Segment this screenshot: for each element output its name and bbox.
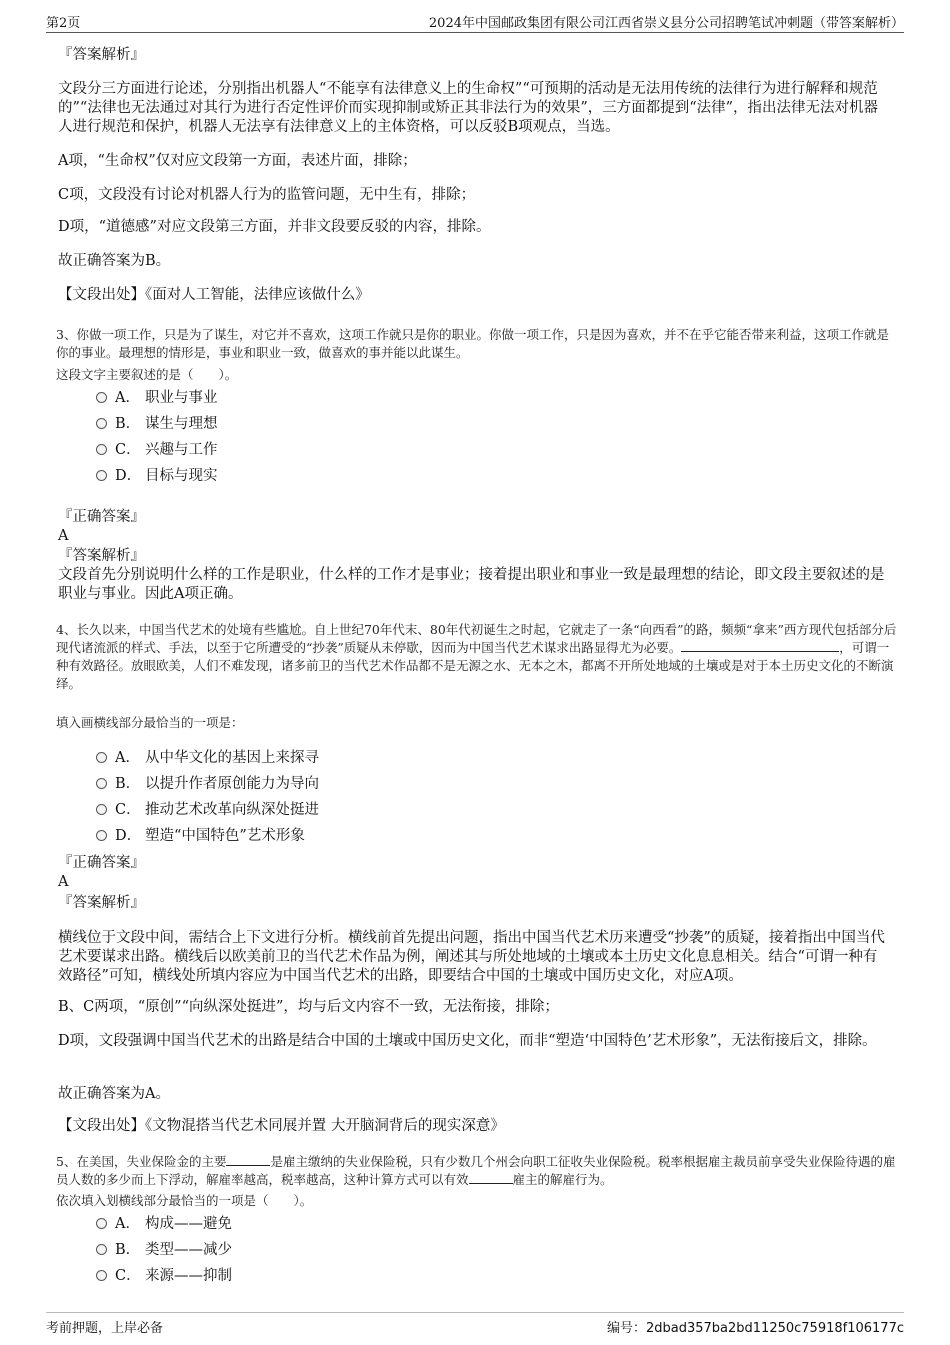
radio-icon[interactable] bbox=[96, 418, 107, 429]
radio-icon[interactable] bbox=[96, 1244, 107, 1255]
fill-blank bbox=[226, 1153, 270, 1166]
q3-option-b[interactable]: B． 谋生与理想 bbox=[96, 414, 218, 434]
q4-answer-label: 『正确答案』 bbox=[58, 855, 145, 871]
q4-stem: 4、长久以来，中国当代艺术的处境有些尴尬。自上世纪70年代末、80年代初诞生之时起，它就走了一条“向西看”的路，频频“拿来”西方现代包括部分后现代诸流派的样式、手法，以至于它所遭受的“抄袭”质疑从未停歇，因而为中国当代艺术谋求出路显得尤为必要。 ，可谓一种有效路径。放眼欧美，人们不难发现，诸多前卫的当代艺术作品都不是无源之水、无本之木，都离不开所处地域的土壤或是对于本土历史文化的不断演绎。 bbox=[56, 622, 897, 691]
q3-option-d[interactable]: D． 目标与现实 bbox=[96, 466, 218, 486]
q4-source: 【文段出处】《文物混搭当代艺术同展并置 大开脑洞背后的现实深意》 bbox=[58, 1118, 505, 1134]
q4-explain-p3: D项，文段强调中国当代艺术的出路是结合中国的土壤或中国历史文化，而非“塑造‘中国特色’艺术形象”，无法衔接后文，排除。 bbox=[58, 1033, 877, 1049]
radio-icon[interactable] bbox=[96, 752, 107, 763]
q3-answer-label: 『正确答案』 bbox=[58, 509, 145, 525]
q5-option-a[interactable]: A． 构成——避免 bbox=[96, 1214, 232, 1234]
q3-option-c[interactable]: C． 兴趣与工作 bbox=[96, 440, 218, 460]
q4-option-a[interactable]: A． 从中华文化的基因上来探寻 bbox=[96, 748, 319, 768]
document-title: 2024年中国邮政集团有限公司江西省崇义县分公司招聘笔试冲刺题（带答案解析） bbox=[428, 16, 904, 31]
q4-explain-label: 『答案解析』 bbox=[58, 895, 145, 911]
q4-option-c[interactable]: C． 推动艺术改革向纵深处挺进 bbox=[96, 800, 319, 820]
q4-option-b[interactable]: B． 以提升作者原创能力为导向 bbox=[96, 774, 319, 794]
radio-icon[interactable] bbox=[96, 392, 107, 403]
page-header bbox=[46, 10, 904, 33]
radio-icon[interactable] bbox=[96, 778, 107, 789]
q5-option-b[interactable]: B． 类型——减少 bbox=[96, 1240, 232, 1260]
radio-icon[interactable] bbox=[96, 804, 107, 815]
q4-question: 填入画横线部分最恰当的一项是： bbox=[56, 715, 244, 730]
q3-explain-label: 『答案解析』 bbox=[58, 548, 145, 564]
q2-explain-label: 『答案解析』 bbox=[58, 47, 145, 63]
page-footer bbox=[46, 1312, 904, 1335]
q5-option-c[interactable]: C． 来源——抑制 bbox=[96, 1266, 232, 1286]
q2-explain-p2: A项，“生命权”仅对应文段第一方面，表述片面，排除； bbox=[58, 153, 417, 169]
radio-icon[interactable] bbox=[96, 444, 107, 455]
fill-blank bbox=[469, 1171, 513, 1184]
q2-explain-p4: D项，“道德感”对应文段第三方面，并非文段要反驳的内容，排除。 bbox=[58, 219, 491, 235]
radio-icon[interactable] bbox=[96, 830, 107, 841]
q2-explain-answer: 故正确答案为B。 bbox=[58, 253, 171, 269]
q4-explain-p1: 横线位于文段中间，需结合上下文进行分析。横线前首先提出问题，指出中国当代艺术历来遭受“抄袭”的质疑，接着指出中国当代艺术要谋求出路。横线后以欧美前卫的当代艺术作品为例，阐述其与所处地域的土壤或本土历史文化息息相关。结合“可谓一种有效路径”可知，横线处所填内容应为中国当代艺术的出路，即要结合中国的土壤或中国历史文化，对应A项。 bbox=[58, 930, 885, 984]
q4-explain-answer: 故正确答案为A。 bbox=[58, 1086, 170, 1102]
q3-explain: 文段首先分别说明什么样的工作是职业，什么样的工作才是事业；接着提出职业和事业一致是最理想的结论，即文段主要叙述的是职业与事业。因此A项正确。 bbox=[58, 567, 885, 602]
q3-stem: 3、你做一项工作，只是为了谋生，对它并不喜欢，这项工作就只是你的职业。你做一项工作，只是因为喜欢，并不在乎它能否带来利益，这项工作就是你的事业。最理想的情形是，事业和职业一致，做喜欢的事并能以此谋生。 bbox=[56, 327, 889, 360]
q4-option-d[interactable]: D． 塑造“中国特色”艺术形象 bbox=[96, 826, 305, 846]
radio-icon[interactable] bbox=[96, 470, 107, 481]
q5-question: 依次填入划横线部分最恰当的一项是（ ）。 bbox=[56, 1193, 313, 1208]
fill-blank bbox=[681, 639, 839, 652]
q2-explain-p3: C项，文段没有讨论对机器人行为的监管问题，无中生有，排除； bbox=[58, 187, 476, 203]
q3-question: 这段文字主要叙述的是（ ）。 bbox=[56, 367, 238, 382]
q2-explain-p1: 文段分三方面进行论述，分别指出机器人“不能享有法律意义上的生命权”“可预期的活动是无法用传统的法律行为进行解释和规范的”“法律也无法通过对其行为进行否定性评价而实现抑制或矫正其非法行为的效果”，三方面都提到“法律”，指出法律无法对机器人进行规范和保护，机器人无法享有法律意义上的主体资格，可以反驳B项观点，当选。 bbox=[58, 81, 879, 135]
page-number: 第2页 bbox=[46, 16, 81, 31]
radio-icon[interactable] bbox=[96, 1218, 107, 1229]
q4-explain-p2: B、C两项，“原创”“向纵深处挺进”，均与后文内容不一致，无法衔接，排除； bbox=[58, 999, 559, 1015]
radio-icon[interactable] bbox=[96, 1270, 107, 1281]
q5-stem: 5、在美国，失业保险金的主要 是雇主缴纳的失业保险税，只有少数几个州会向职工征收失业保险税。税率根据雇主裁员前享受失业保险待遇的雇员人数的多少而上下浮动，解雇率越高，税率越高，这种计算方式可以有效 雇主的解雇行为。 bbox=[56, 1154, 896, 1187]
q4-answer: A bbox=[58, 874, 69, 890]
q2-source: 【文段出处】《面对人工智能，法律应该做什么》 bbox=[58, 287, 370, 303]
q3-option-a[interactable]: A． 职业与事业 bbox=[96, 388, 218, 408]
q3-answer: A bbox=[58, 528, 69, 544]
footer-slogan: 考前押题，上岸必备 bbox=[46, 1321, 164, 1336]
document-code: 编号：2dbad357ba2bd11250c75918f106177c bbox=[606, 1321, 904, 1336]
